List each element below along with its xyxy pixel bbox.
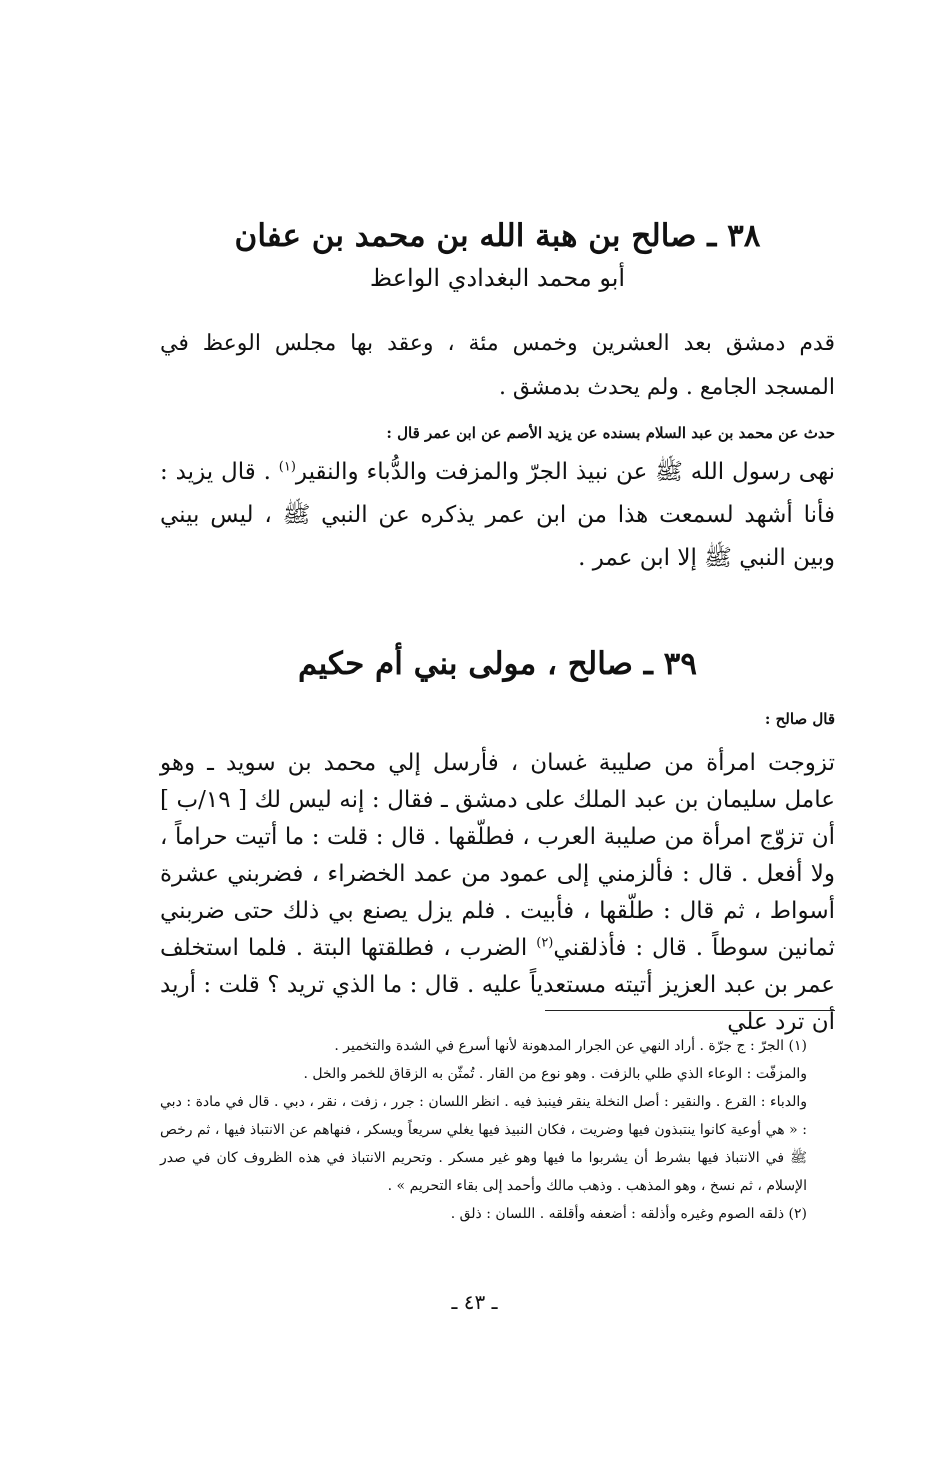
entry-39-text bbox=[160, 745, 835, 1041]
footnote-divider bbox=[545, 1010, 835, 1011]
entry-39-body bbox=[160, 745, 835, 1041]
footnote-ref-2: (٢) bbox=[536, 935, 554, 951]
footnote-2: (٢) ذلقه الصوم وغيره وأذلقه : أضعفه وأقلقه . اللسان : ذلق . bbox=[450, 1206, 807, 1222]
entry-38-hadith-text bbox=[160, 451, 835, 580]
hadith-part-2: . قال يزيد : فأنا أشهد لسمعت هذا من ابن عمر يذكره عن النبي ﷺ ، ليس بيني وبين النبي ﷺ إلا ابن عمر . bbox=[160, 459, 835, 571]
entry-38-isnad: حدث عن محمد بن عبد السلام بسنده عن يزيد الأصم عن ابن عمر قال : bbox=[386, 424, 835, 442]
footnote-1-line-2: والمزفّت : الوعاء الذي طلي بالزفت . وهو نوع من القار . تُمثّن به الزقاق للخمر والخل . bbox=[303, 1066, 807, 1082]
entry-39-intro: قال صالح : bbox=[764, 710, 835, 728]
entry-38-hadith bbox=[160, 451, 835, 580]
footnote-ref-1: (١) bbox=[278, 459, 296, 475]
footnote-1-line-3: والدباء : القرع . والنقير : أصل النخلة ينقر فينبذ فيه . انظر اللسان : جرر ، زفت ، نقر ، دبي . قال في مادة : دبي : « هي أوعية كانوا ينتبذون فيها وضريت ، فكان النبيذ فيها يغلي سريعاً ويسكر ، فنهاهم عن الانتباذ فيها ، ثم رخص ﷺ في الانتباذ فيها بشرط أن يشربوا ما فيها وهو غير مسكر . وتحريم الانتباذ في هذه الظروف كان في صدر الإسلام ، ثم نسخ ، وهو المذهب . وذهب مالك وأحمد إلى بقاء التحريم » . bbox=[160, 1094, 807, 1194]
footnotes bbox=[160, 1032, 835, 1228]
hadith-part-1: نهى رسول الله ﷺ عن نبيذ الجرّ والمزفت والدُّباء والنقير bbox=[295, 459, 835, 485]
entry-39-title: ٣٩ ـ صالح ، مولى بني أم حكيم bbox=[298, 646, 697, 682]
entry-38-subtitle: أبو محمد البغدادي الواعظ bbox=[369, 264, 626, 292]
entry-38-title: ٣٨ ـ صالح بن هبة الله بن محمد بن عفان bbox=[234, 218, 761, 254]
page-number: ـ ٤٣ ـ bbox=[451, 1290, 498, 1314]
entry-38-intro-text: قدم دمشق بعد العشرين وخمس مئة ، وعقد بها مجلس الوعظ في المسجد الجامع . ولم يحدث بدمشق . bbox=[160, 331, 835, 400]
entry-39-part-2: الضرب ، فطلقتها البتة . فلما استخلف عمر بن عبد العزيز أتيته مستعدياً عليه . قال : ما الذي تريد ؟ قلت : أريد أن ترد علي bbox=[160, 935, 835, 1035]
entry-39-part-1: تزوجت امرأة من صليبة غسان ، فأرسل إلي محمد بن سويد ـ وهو عامل سليمان بن عبد الملك على دمشق ـ فقال : إنه ليس لك [ ١٩/ب ] أن تزوّج امرأة من صليبة العرب ، فطلّقها . قال : قلت : ما أتيت حراماً ، ولا أفعل . قال : فألزمني إلى عمود من عمد الخضراء ، فضربني عشرة أسواط ، ثم قال : طلّقها ، فأبيت . فلم يزل يصنع بي ذلك حتى ضربني ثمانين سوطاً . قال : فأذلقني bbox=[160, 750, 835, 961]
footnote-1-line-1: (١) الجرّ : ج جرّة . أراد النهي عن الجرار المدهونة لأنها أسرع في الشدة والتخمير . bbox=[334, 1038, 807, 1054]
entry-38-intro bbox=[160, 322, 835, 410]
